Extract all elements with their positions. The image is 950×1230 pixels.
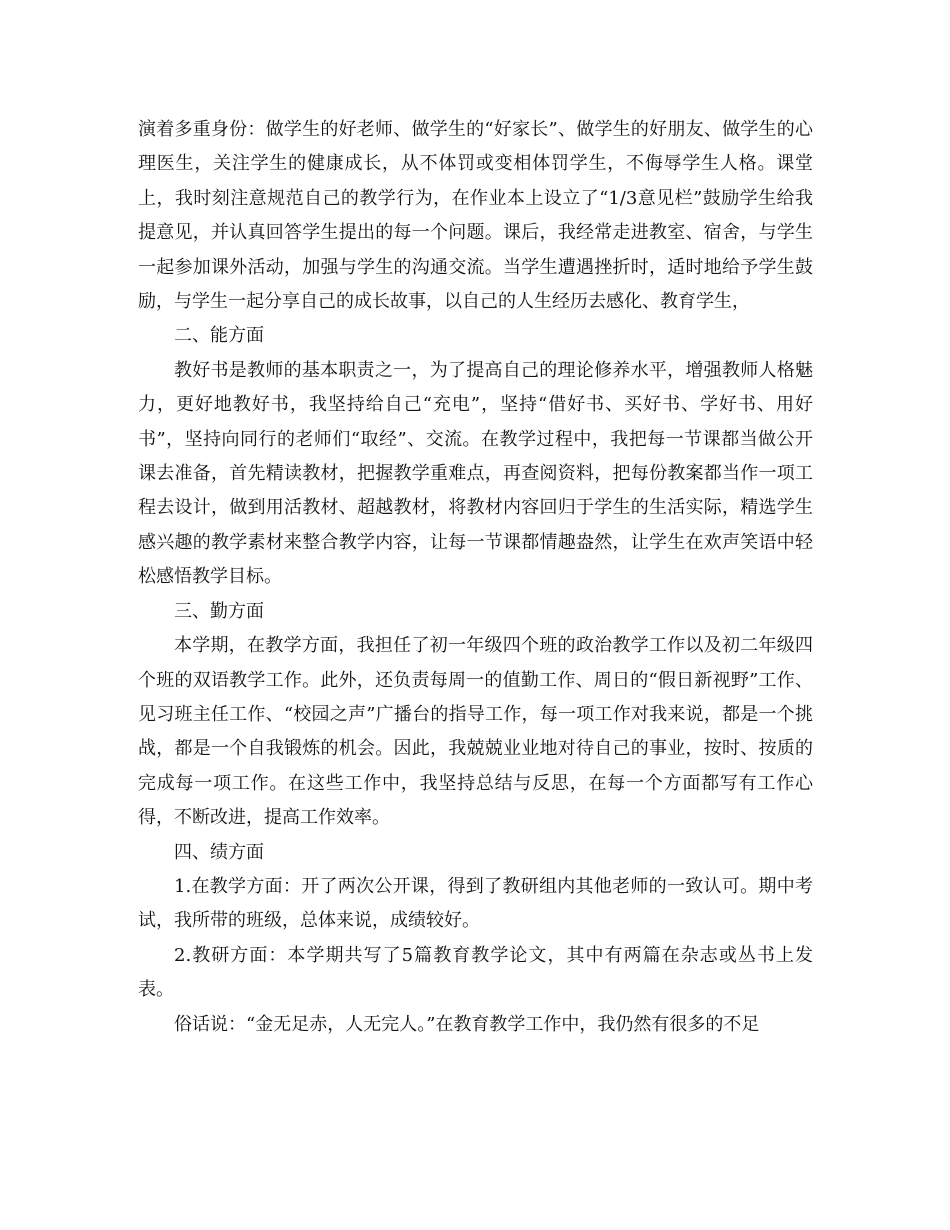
document-page: [138, 113, 813, 1042]
section-heading: 三、勤方面: [174, 600, 264, 622]
section-heading: 四、绩方面: [174, 841, 264, 863]
paragraph-body: 教好书是教师的基本职责之一，为了提高自己的理论修养水平，增强教师人格魅力，更好地教好书，我坚持给自己“充电”，坚持“借好书、买好书、学好书、用好书”，坚持向同行的老师们“取经”、交流。在教学过程中，我把每一节课都当做公开课去准备，首先精读教材，把握教学重难点，再查阅资料，把每份教案都当作一项工程去设计，做到用活教材、超越教材，将教材内容回归于学生的生活实际，精选学生感兴趣的教学素材来整合教学内容，让每一节课都情趣盎然，让学生在欢声笑语中轻松感悟教学目标。: [138, 359, 813, 588]
paragraph-body: 俗话说：“金无足赤，人无完人。”在教育教学工作中，我仍然有很多的不足: [174, 1013, 760, 1035]
paragraph-body: 本学期，在教学方面，我担任了初一年级四个班的政治教学工作以及初二年级四个班的双语教学工作。此外，还负责每周一的值勤工作、周日的“假日新视野”工作、见习班主任工作、“校园之声”广播台的指导工作，每一项工作对我来说，都是一个挑战，都是一个自我锻炼的机会。因此，我兢兢业业地对待自己的事业，按时、按质的完成每一项工作。在这些工作中，我坚持总结与反思，在每一个方面都写有工作心得，不断改进，提高工作效率。: [138, 635, 813, 829]
paragraph-body: 演着多重身份：做学生的好老师、做学生的“好家长”、做学生的好朋友、做学生的心理医生，关注学生的健康成长，从不体罚或变相体罚学生，不侮辱学生人格。课堂上，我时刻注意规范自己的教学行为，在作业本上设立了“1/3意见栏”鼓励学生给我提意见，并认真回答学生提出的每一个问题。课后，我经常走进教室、宿舍，与学生一起参加课外活动，加强与学生的沟通交流。当学生遭遇挫折时，适时地给予学生鼓励，与学生一起分享自己的成长故事，以自己的人生经历去感化、教育学生，: [138, 119, 813, 313]
paragraph-body: 1.在教学方面：开了两次公开课，得到了教研组内其他老师的一致认可。期中考试，我所带的班级，总体来说，成绩较好。: [138, 875, 813, 932]
paragraph-body: 2.教研方面：本学期共写了5篇教育教学论文，其中有两篇在杂志或丛书上发表。: [138, 944, 813, 1001]
section-heading: 二、能方面: [174, 325, 264, 347]
